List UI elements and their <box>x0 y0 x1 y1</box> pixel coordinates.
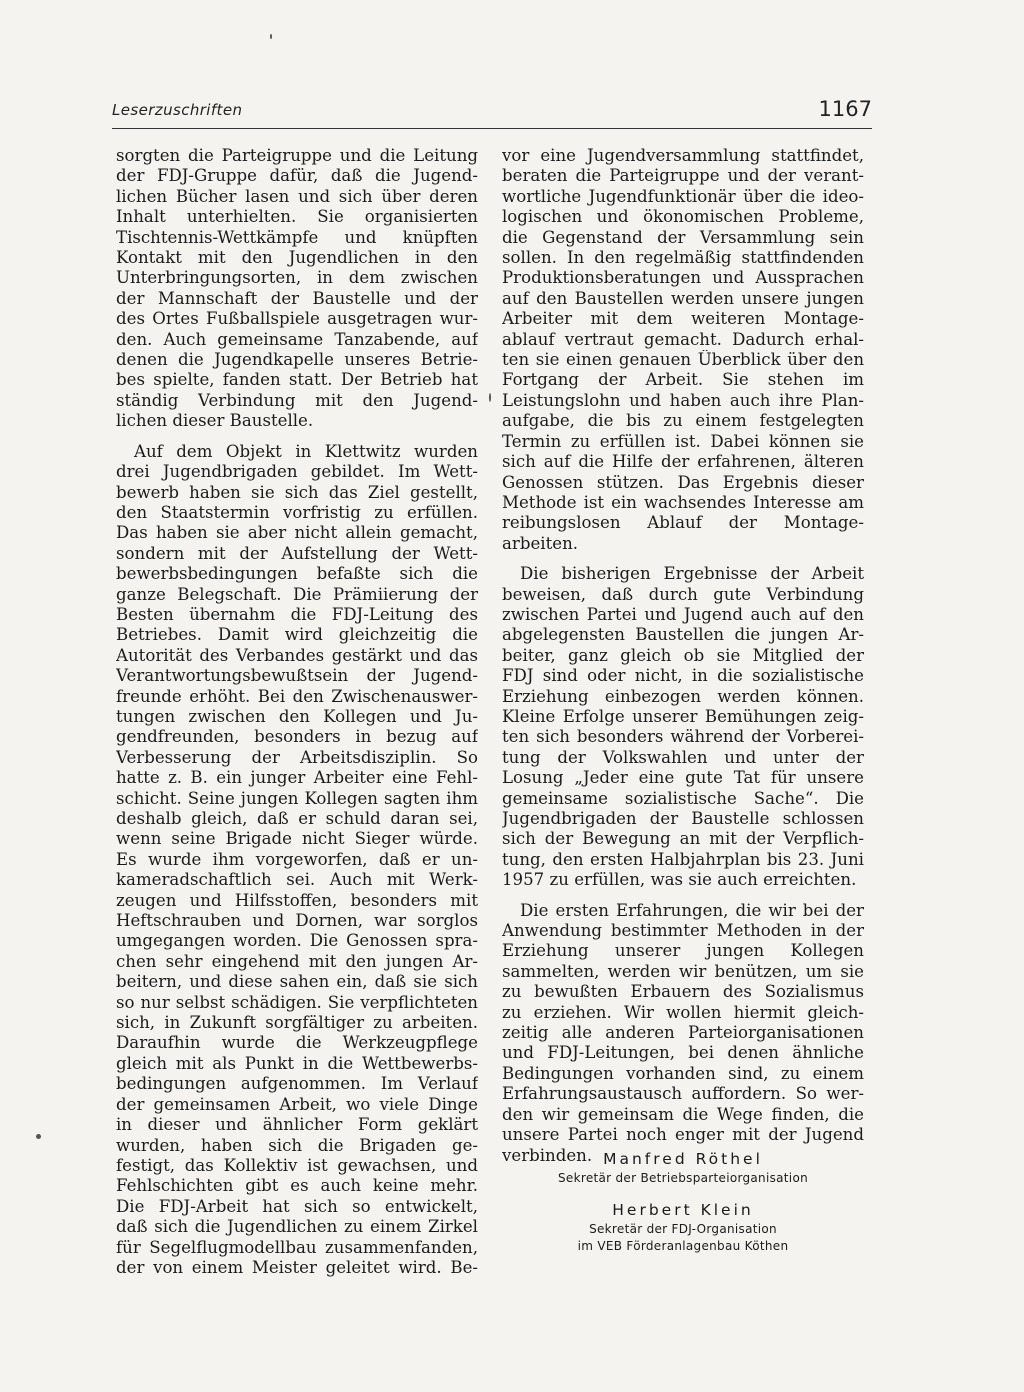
text-line: beraten die Parteigruppe und der verant- <box>502 166 864 186</box>
text-line: sammelten, werden wir benützen, um sie <box>502 961 864 981</box>
text-line: den Staatstermin vorfristig zu erfüllen. <box>116 502 478 522</box>
text-line: zeugen und Hilfsstoffen, besonders mit <box>116 890 478 910</box>
text-line: zu bewußten Erbauern des Sozialismus <box>502 982 864 1002</box>
text-line: so nur selbst schädigen. Sie verpflichteten <box>116 992 478 1012</box>
text-line: tungen zwischen den Kollegen und Ju- <box>116 706 478 726</box>
text-line: Bedingungen vorhanden sind, zu einem <box>502 1063 864 1083</box>
text-line: Genossen stützen. Das Ergebnis dieser <box>502 472 864 492</box>
text-line: Die ersten Erfahrungen, die wir bei der <box>520 900 864 920</box>
text-line: Jugendbrigaden der Baustelle schlossen <box>502 809 864 828</box>
scan-speck <box>36 1134 41 1139</box>
paragraph <box>502 564 864 891</box>
text-line: FDJ sind oder nicht, in die sozialistische <box>502 666 864 686</box>
text-line: zu erziehen. Wir wollen hiermit gleich- <box>502 1002 864 1022</box>
text-line: beweisen, daß durch gute Verbindung <box>502 584 864 604</box>
text-line: ten sich besonders während der Vorberei- <box>502 727 864 747</box>
text-line: und FDJ-Leitungen, bei denen ähnliche <box>502 1043 864 1063</box>
text-line: denen die Jugendkapelle unseres Betrie- <box>116 350 478 370</box>
text-line: Kontakt mit den Jugendlichen in den <box>116 248 478 268</box>
text-line: der FDJ-Gruppe dafür, daß die Jugend- <box>116 166 478 186</box>
text-line: Besten übernahm die FDJ-Leitung des <box>116 604 478 624</box>
text-line: daß sich die Jugendlichen zu einem Zirkel <box>116 1217 478 1237</box>
text-line: verbinden. <box>502 1145 593 1165</box>
text-line: lichen dieser Baustelle. <box>116 411 314 431</box>
text-line: des Ortes Fußballspiele ausgetragen wur- <box>116 309 478 329</box>
text-line: beitern, und diese sahen ein, daß sie sich <box>116 972 478 992</box>
text-line: ten sie einen genauen Überblick über den <box>502 350 864 370</box>
paragraph <box>116 442 478 1279</box>
text-line: Auf dem Objekt in Klettwitz wurden <box>134 441 478 461</box>
text-line: Die FDJ-Arbeit hat sich so entwickelt, <box>116 1196 478 1216</box>
text-line: wortliche Jugendfunktionär über die ideo- <box>502 186 864 206</box>
text-line: Inhalt unterhielten. Sie organisierten <box>116 207 478 227</box>
text-line: Unterbringungsorten, in dem zwischen <box>116 268 478 288</box>
text-line: Erfahrungsaustausch auffordern. So wer- <box>502 1084 864 1104</box>
text-line: auf den Baustellen werden unsere jungen <box>502 288 864 308</box>
text-line: deshalb gleich, daß er schuld daran sei, <box>116 809 478 828</box>
text-line: beiter, ganz gleich ob sie Mitglied der <box>502 645 864 665</box>
text-line: hatte z. B. ein junger Arbeiter eine Fehl- <box>116 768 478 788</box>
signature-name: Manfred Röthel <box>603 1150 763 1168</box>
text-line: Produktionsberatungen und Aussprachen <box>502 268 864 288</box>
text-line: reibungslosen Ablauf der Montage- <box>502 513 864 533</box>
text-line: gendfreunden, besonders in bezug auf <box>116 727 478 747</box>
text-line: zeitig alle anderen Parteiorganisationen <box>502 1023 864 1043</box>
text-line: Fehlschichten gibt es auch keine mehr. <box>116 1176 478 1196</box>
text-line: sondern mit der Aufstellung der Wett- <box>116 543 478 563</box>
text-line: Verantwortungsbewußtsein der Jugend- <box>116 666 478 686</box>
text-line: Methode ist ein wachsendes Interesse am <box>502 492 864 512</box>
text-line: den. Auch gemeinsame Tanzabende, auf <box>116 329 478 349</box>
text-line: Das haben sie aber nicht allein gemacht, <box>116 523 478 543</box>
text-line: wurden, haben sich die Brigaden ge- <box>116 1135 478 1155</box>
text-line: Leistungslohn und haben auch ihre Plan- <box>502 390 864 410</box>
text-line: arbeiten. <box>502 533 579 553</box>
text-line: festigt, das Kollektiv ist gewachsen, und <box>116 1155 478 1175</box>
signature-role: Sekretär der FDJ-Organisation <box>589 1222 777 1236</box>
text-line: Arbeiter mit dem weiteren Montage- <box>502 309 864 329</box>
text-line: für Segelflugmodellbau zusammenfanden, <box>116 1237 478 1257</box>
text-line: Verbesserung der Arbeitsdisziplin. So <box>116 747 478 767</box>
signature-role: im VEB Förderanlagenbau Köthen <box>577 1239 789 1253</box>
text-line: Autorität des Verbandes gestärkt und das <box>116 645 478 665</box>
text-line: chen sehr eingehend mit den jungen Ar- <box>116 951 478 971</box>
paragraph <box>502 901 864 1166</box>
text-line: Kleine Erfolge unserer Bemühungen zeig- <box>502 706 864 726</box>
text-line: ablauf vertraut gemacht. Dadurch erhal- <box>502 329 864 349</box>
text-line: Erziehung unserer jungen Kollegen <box>502 941 864 961</box>
text-line: schicht. Seine jungen Kollegen sagten ihm <box>116 788 478 808</box>
text-line: Heftschrauben und Dornen, war sorglos <box>116 911 478 931</box>
text-line: zwischen Partei und Jugend auch auf den <box>502 604 864 624</box>
paragraph <box>502 146 864 554</box>
text-line: bewerbsbedingungen befaßte sich die <box>116 564 478 584</box>
text-line: gleich mit als Punkt in die Wettbewerbs- <box>116 1053 478 1073</box>
text-line: in dieser und ähnlicher Form geklärt <box>116 1115 478 1135</box>
text-line: 1957 zu erfüllen, was sie auch erreichten. <box>502 870 857 890</box>
text-line: vor eine Jugendversammlung stattfindet, <box>502 146 864 165</box>
text-line: ständig Verbindung mit den Jugend- <box>116 390 478 410</box>
right-column <box>502 146 864 1166</box>
page-header <box>112 97 872 135</box>
text-line: Termin zu erfüllen ist. Dabei können sie <box>502 431 864 451</box>
text-line: unsere Partei noch enger mit der Jugend <box>502 1125 864 1145</box>
text-line: sich, in Zukunft sorgfältiger zu arbeiten. <box>116 1013 478 1033</box>
scan-speck <box>270 34 272 39</box>
text-line: Fortgang der Arbeit. Sie stehen im <box>502 370 864 390</box>
text-line: der Mannschaft der Baustelle und der <box>116 288 478 308</box>
text-line: sich der Bewegung an mit der Verpflich- <box>502 829 864 849</box>
text-line: drei Jugendbrigaden gebildet. Im Wett- <box>116 462 478 482</box>
text-line: tung, den ersten Halbjahrplan bis 23. Juni <box>502 849 864 869</box>
text-line: Tischtennis-Wettkämpfe und knüpften <box>116 227 478 247</box>
text-line: aufgabe, die bis zu einem festgelegten <box>502 411 864 431</box>
text-line: gemeinsame sozialistische Sache“. Die <box>502 788 864 808</box>
text-line: die Gegenstand der Versammlung sein <box>502 227 864 247</box>
text-line: lichen Bücher lasen und sich über deren <box>116 186 478 206</box>
paragraph <box>116 146 478 432</box>
text-line: logischen und ökonomischen Probleme, <box>502 207 864 227</box>
text-line: Daraufhin wurde die Werkzeugpflege <box>116 1033 478 1053</box>
text-line: der von einem Meister geleitet wird. Be- <box>116 1257 478 1277</box>
text-line: Losung „Jeder eine gute Tat für unsere <box>502 768 864 788</box>
text-line: sorgten die Parteigruppe und die Leitung <box>116 146 478 165</box>
signature-block <box>502 1145 864 1255</box>
text-line: der gemeinsamen Arbeit, wo viele Dinge <box>116 1094 478 1114</box>
text-line: bes spielte, fanden statt. Der Betrieb hat <box>116 370 478 390</box>
signature-name: Herbert Klein <box>612 1201 754 1219</box>
header-divider <box>112 128 872 129</box>
text-line: Betriebes. Damit wird gleichzeitig die <box>116 625 478 645</box>
text-line: Es wurde ihm vorgeworfen, daß er un- <box>116 849 478 869</box>
text-line: den wir gemeinsam die Wege finden, die <box>502 1104 864 1124</box>
text-line: sollen. In den regelmäßig stattfindenden <box>502 248 864 268</box>
text-line: Anwendung bestimmter Methoden in der <box>502 921 864 941</box>
text-line: tung der Volkswahlen und unter der <box>502 747 864 767</box>
text-line: abgelegensten Baustellen die jungen Ar- <box>502 625 864 645</box>
text-line: Erziehung einbezogen werden können. <box>502 686 864 706</box>
text-line: ganze Belegschaft. Die Prämiierung der <box>116 584 478 604</box>
text-line: Die bisherigen Ergebnisse der Arbeit <box>520 564 864 584</box>
text-line: wenn seine Brigade nicht Sieger würde. <box>116 829 478 849</box>
text-line: kameradschaftlich sei. Auch mit Werk- <box>116 870 478 890</box>
section-title: Leserzuschriften <box>112 101 243 119</box>
text-line: sich auf die Hilfe der erfahrenen, älteren <box>502 452 864 472</box>
text-line: umgegangen worden. Die Genossen spra- <box>116 931 478 951</box>
text-line: bewerb haben sie sich das Ziel gestellt, <box>116 482 478 502</box>
page-number: 1167 <box>818 97 872 121</box>
text-line: freunde erhöht. Bei den Zwischenauswer- <box>116 686 478 706</box>
signature-role: Sekretär der Betriebsparteiorganisation <box>558 1171 808 1185</box>
text-line: bedingungen aufgenommen. Im Verlauf <box>116 1074 478 1094</box>
left-column <box>116 146 478 1278</box>
scan-speck <box>489 393 491 402</box>
